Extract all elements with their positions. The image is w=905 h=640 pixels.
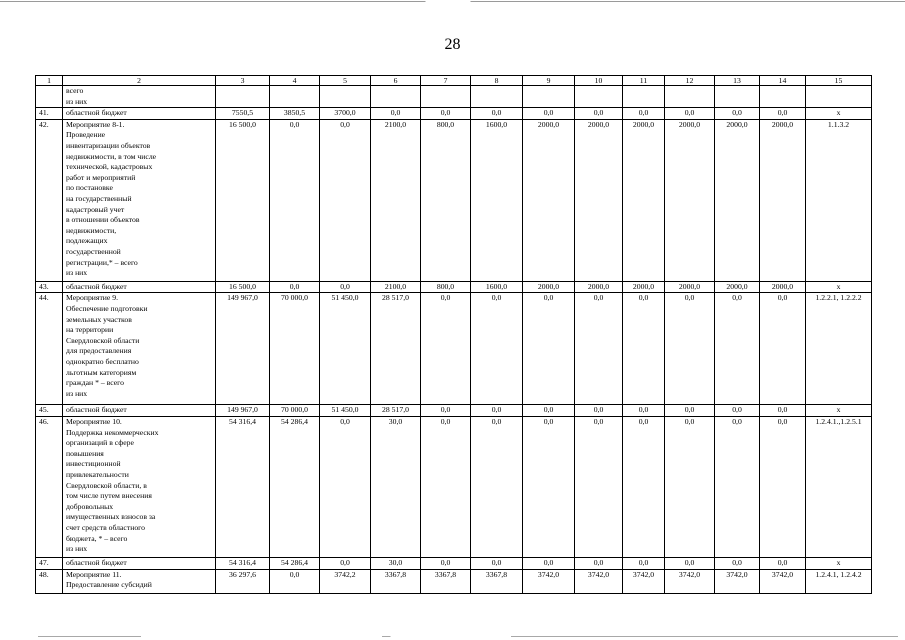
value-cell: 0,0 xyxy=(623,405,665,417)
desc-line: государственной xyxy=(66,246,121,256)
desc-line: организаций в сфере xyxy=(66,438,134,448)
target-reference: 1.2.2.1, 1.2.2.2 xyxy=(806,293,872,405)
desc-line: в отношении объектов xyxy=(66,215,140,225)
desc-line: Проведение xyxy=(66,130,106,140)
desc-line: счет средств областного xyxy=(66,522,145,532)
empty-cell xyxy=(523,86,575,108)
value-cell: 3850,5 xyxy=(270,108,320,120)
desc-line: всего xyxy=(66,86,84,95)
value-cell: 0,0 xyxy=(760,557,806,569)
row-number: 41. xyxy=(36,108,63,120)
value-cell: 0,0 xyxy=(715,405,760,417)
value-cell: 2000,0 xyxy=(760,281,806,293)
desc-line: работ и мероприятий xyxy=(66,172,136,182)
target-reference: 1.2.4.1, 1.2.4.2 xyxy=(806,569,872,593)
value-cell: 0,0 xyxy=(665,405,715,417)
value-cell: 2000,0 xyxy=(523,119,575,281)
row-number: 46. xyxy=(36,416,63,557)
value-cell: 0,0 xyxy=(523,405,575,417)
desc-line: кадастровый учет xyxy=(66,204,125,214)
desc-line: льготным категориям xyxy=(66,367,137,377)
value-cell: 3700,0 xyxy=(320,108,371,120)
desc-line: однократно бесплатно xyxy=(66,356,139,366)
value-cell: 0,0 xyxy=(320,119,371,281)
value-cell: 70 000,0 xyxy=(270,293,320,405)
desc-line: Мероприятие 11. xyxy=(66,569,122,579)
budget-table xyxy=(35,75,872,594)
desc-line: недвижимости, xyxy=(66,225,117,235)
value-cell: 2000,0 xyxy=(623,281,665,293)
value-cell: 149 967,0 xyxy=(216,293,270,405)
target-reference: 1.2.4.1.,1.2.5.1 xyxy=(806,416,872,557)
desc-line: из них xyxy=(66,96,88,106)
value-cell: 54 286,4 xyxy=(270,557,320,569)
desc-line: земельных участков xyxy=(66,314,132,324)
desc-line: Мероприятие 10. xyxy=(66,416,122,426)
desc-line: Свердловской области, в xyxy=(66,480,147,490)
row-description xyxy=(63,119,216,281)
header-cell: 11 xyxy=(623,76,665,86)
value-cell: 2000,0 xyxy=(575,119,623,281)
row-number: 48. xyxy=(36,569,63,593)
desc-line: областной бюджет xyxy=(66,557,127,567)
empty-cell xyxy=(320,86,371,108)
value-cell: 2000,0 xyxy=(523,281,575,293)
desc-line: инвестиционной xyxy=(66,459,121,469)
value-cell: 3742,0 xyxy=(523,569,575,593)
table-row xyxy=(36,108,872,120)
value-cell: 0,0 xyxy=(575,405,623,417)
header-cell: 7 xyxy=(421,76,471,86)
value-cell: 54 286,4 xyxy=(270,416,320,557)
header-row xyxy=(36,76,872,86)
desc-line: Мероприятие 8-1. xyxy=(66,119,125,129)
page-number: 28 xyxy=(444,36,461,53)
desc-line: повышения xyxy=(66,448,104,458)
value-cell: 0,0 xyxy=(320,416,371,557)
value-cell: 2100,0 xyxy=(371,119,421,281)
value-cell: 54 316,4 xyxy=(216,557,270,569)
value-cell: 0,0 xyxy=(270,281,320,293)
header-cell: 15 xyxy=(806,76,872,86)
value-cell: 3742,0 xyxy=(665,569,715,593)
value-cell: 2000,0 xyxy=(760,119,806,281)
value-cell: 0,0 xyxy=(760,416,806,557)
value-cell: 51 450,0 xyxy=(320,405,371,417)
value-cell: 30,0 xyxy=(371,416,421,557)
value-cell: 3367,8 xyxy=(421,569,471,593)
empty-cell xyxy=(575,86,623,108)
value-cell: 0,0 xyxy=(270,569,320,593)
desc-line: Обеспечение подготовки xyxy=(66,303,148,313)
value-cell: 0,0 xyxy=(471,557,523,569)
desc-line: подлежащих xyxy=(66,236,108,246)
desc-line: Мероприятие 9. xyxy=(66,293,119,303)
continuation-desc xyxy=(63,86,216,108)
value-cell: 54 316,4 xyxy=(216,416,270,557)
value-cell: 0,0 xyxy=(471,108,523,120)
value-cell: 2000,0 xyxy=(665,281,715,293)
desc-line: областной бюджет xyxy=(66,108,127,118)
value-cell: 0,0 xyxy=(575,108,623,120)
target-reference: х xyxy=(806,405,872,417)
value-cell: 70 000,0 xyxy=(270,405,320,417)
empty-cell xyxy=(623,86,665,108)
desc-line: областной бюджет xyxy=(66,281,127,291)
header-cell: 6 xyxy=(371,76,421,86)
desc-line: по постановке xyxy=(66,183,113,193)
desc-line: имущественных взносов за xyxy=(66,512,156,522)
value-cell: 0,0 xyxy=(715,557,760,569)
value-cell: 36 297,6 xyxy=(216,569,270,593)
value-cell: 0,0 xyxy=(665,108,715,120)
row-number: 47. xyxy=(36,557,63,569)
desc-line: для предоставления xyxy=(66,346,132,356)
value-cell: 0,0 xyxy=(665,293,715,405)
target-reference: 1.1.3.2 xyxy=(806,119,872,281)
value-cell: 16 500,0 xyxy=(216,281,270,293)
value-cell: 0,0 xyxy=(760,405,806,417)
value-cell: 0,0 xyxy=(421,557,471,569)
value-cell: 0,0 xyxy=(760,293,806,405)
value-cell: 0,0 xyxy=(471,405,523,417)
value-cell: 800,0 xyxy=(421,119,471,281)
table-row xyxy=(36,119,872,281)
value-cell: 0,0 xyxy=(523,108,575,120)
value-cell: 3742,2 xyxy=(320,569,371,593)
desc-line: добровольных xyxy=(66,501,114,511)
row-number: 42. xyxy=(36,119,63,281)
table-row xyxy=(36,416,872,557)
value-cell: 16 500,0 xyxy=(216,119,270,281)
value-cell: 0,0 xyxy=(421,108,471,120)
continuation-row xyxy=(36,86,872,108)
value-cell: 7550,5 xyxy=(216,108,270,120)
value-cell: 0,0 xyxy=(665,557,715,569)
empty-cell xyxy=(371,86,421,108)
table-row xyxy=(36,281,872,293)
target-reference: х xyxy=(806,557,872,569)
value-cell: 28 517,0 xyxy=(371,293,421,405)
row-description xyxy=(63,405,216,417)
value-cell: 1600,0 xyxy=(471,281,523,293)
top-scan-rule xyxy=(0,1,905,2)
value-cell: 0,0 xyxy=(665,416,715,557)
value-cell: 0,0 xyxy=(760,108,806,120)
value-cell: 0,0 xyxy=(715,293,760,405)
value-cell: 0,0 xyxy=(371,108,421,120)
table-row xyxy=(36,405,872,417)
value-cell: 2000,0 xyxy=(623,119,665,281)
desc-line: на территории xyxy=(66,325,114,335)
desc-line: Поддержка некоммерческих xyxy=(66,427,159,437)
empty-cell xyxy=(806,86,872,108)
header-cell: 9 xyxy=(523,76,575,86)
value-cell: 0,0 xyxy=(715,108,760,120)
row-description xyxy=(63,293,216,405)
value-cell: 149 967,0 xyxy=(216,405,270,417)
value-cell: 0,0 xyxy=(575,416,623,557)
empty-cell xyxy=(421,86,471,108)
value-cell: 2000,0 xyxy=(715,281,760,293)
desc-line: из них xyxy=(66,268,88,278)
value-cell: 0,0 xyxy=(421,293,471,405)
value-cell: 30,0 xyxy=(371,557,421,569)
value-cell: 0,0 xyxy=(623,416,665,557)
value-cell: 28 517,0 xyxy=(371,405,421,417)
table-body xyxy=(36,76,872,594)
value-cell: 3742,0 xyxy=(623,569,665,593)
value-cell: 0,0 xyxy=(715,416,760,557)
desc-line: привлекательности xyxy=(66,469,129,479)
header-cell: 12 xyxy=(665,76,715,86)
desc-line: инвентаризации объектов xyxy=(66,140,151,150)
row-number: 45. xyxy=(36,405,63,417)
header-cell: 1 xyxy=(36,76,63,86)
desc-line: технической, кадастровых xyxy=(66,162,153,172)
desc-line: недвижимости, в том числе xyxy=(66,151,157,161)
desc-line: регистрации,* – всего xyxy=(66,257,138,267)
value-cell: 3742,0 xyxy=(760,569,806,593)
row-description xyxy=(63,569,216,593)
value-cell: 2000,0 xyxy=(715,119,760,281)
value-cell: 51 450,0 xyxy=(320,293,371,405)
value-cell: 3367,8 xyxy=(471,569,523,593)
value-cell: 0,0 xyxy=(523,557,575,569)
value-cell: 2000,0 xyxy=(575,281,623,293)
bottom-scan-rule xyxy=(38,636,898,637)
value-cell: 0,0 xyxy=(471,293,523,405)
row-description xyxy=(63,108,216,120)
empty-cell xyxy=(715,86,760,108)
desc-line: Предоставление субсидий xyxy=(66,580,152,590)
value-cell: 0,0 xyxy=(270,119,320,281)
target-reference: х xyxy=(806,108,872,120)
value-cell: 2100,0 xyxy=(371,281,421,293)
row-number: 43. xyxy=(36,281,63,293)
empty-cell xyxy=(36,86,63,108)
value-cell: 0,0 xyxy=(471,416,523,557)
row-description xyxy=(63,281,216,293)
value-cell: 0,0 xyxy=(320,557,371,569)
empty-cell xyxy=(471,86,523,108)
desc-line: из них xyxy=(66,388,88,398)
value-cell: 0,0 xyxy=(421,405,471,417)
header-cell: 4 xyxy=(270,76,320,86)
row-description xyxy=(63,557,216,569)
value-cell: 0,0 xyxy=(575,557,623,569)
value-cell: 0,0 xyxy=(523,416,575,557)
desc-line: из них xyxy=(66,544,88,554)
header-cell: 3 xyxy=(216,76,270,86)
header-cell: 8 xyxy=(471,76,523,86)
desc-line: Свердловской области xyxy=(66,335,140,345)
row-description xyxy=(63,416,216,557)
header-cell: 14 xyxy=(760,76,806,86)
value-cell: 3742,0 xyxy=(715,569,760,593)
value-cell: 1600,0 xyxy=(471,119,523,281)
desc-line: на государственный xyxy=(66,193,132,203)
empty-cell xyxy=(760,86,806,108)
table-row xyxy=(36,569,872,593)
header-cell: 10 xyxy=(575,76,623,86)
table-row xyxy=(36,557,872,569)
value-cell: 3742,0 xyxy=(575,569,623,593)
value-cell: 2000,0 xyxy=(665,119,715,281)
table-row xyxy=(36,293,872,405)
value-cell: 0,0 xyxy=(575,293,623,405)
desc-line: граждан * – всего xyxy=(66,378,124,388)
value-cell: 0,0 xyxy=(523,293,575,405)
desc-line: бюджета, * – всего xyxy=(66,533,128,543)
empty-cell xyxy=(216,86,270,108)
value-cell: 0,0 xyxy=(421,416,471,557)
header-cell: 5 xyxy=(320,76,371,86)
header-cell: 13 xyxy=(715,76,760,86)
header-cell: 2 xyxy=(63,76,216,86)
target-reference: х xyxy=(806,281,872,293)
value-cell: 0,0 xyxy=(320,281,371,293)
row-number: 44. xyxy=(36,293,63,405)
empty-cell xyxy=(665,86,715,108)
desc-line: областной бюджет xyxy=(66,405,127,415)
value-cell: 0,0 xyxy=(623,108,665,120)
value-cell: 0,0 xyxy=(623,557,665,569)
empty-cell xyxy=(270,86,320,108)
value-cell: 800,0 xyxy=(421,281,471,293)
desc-line: том числе путем внесения xyxy=(66,491,152,501)
value-cell: 3367,8 xyxy=(371,569,421,593)
value-cell: 0,0 xyxy=(623,293,665,405)
